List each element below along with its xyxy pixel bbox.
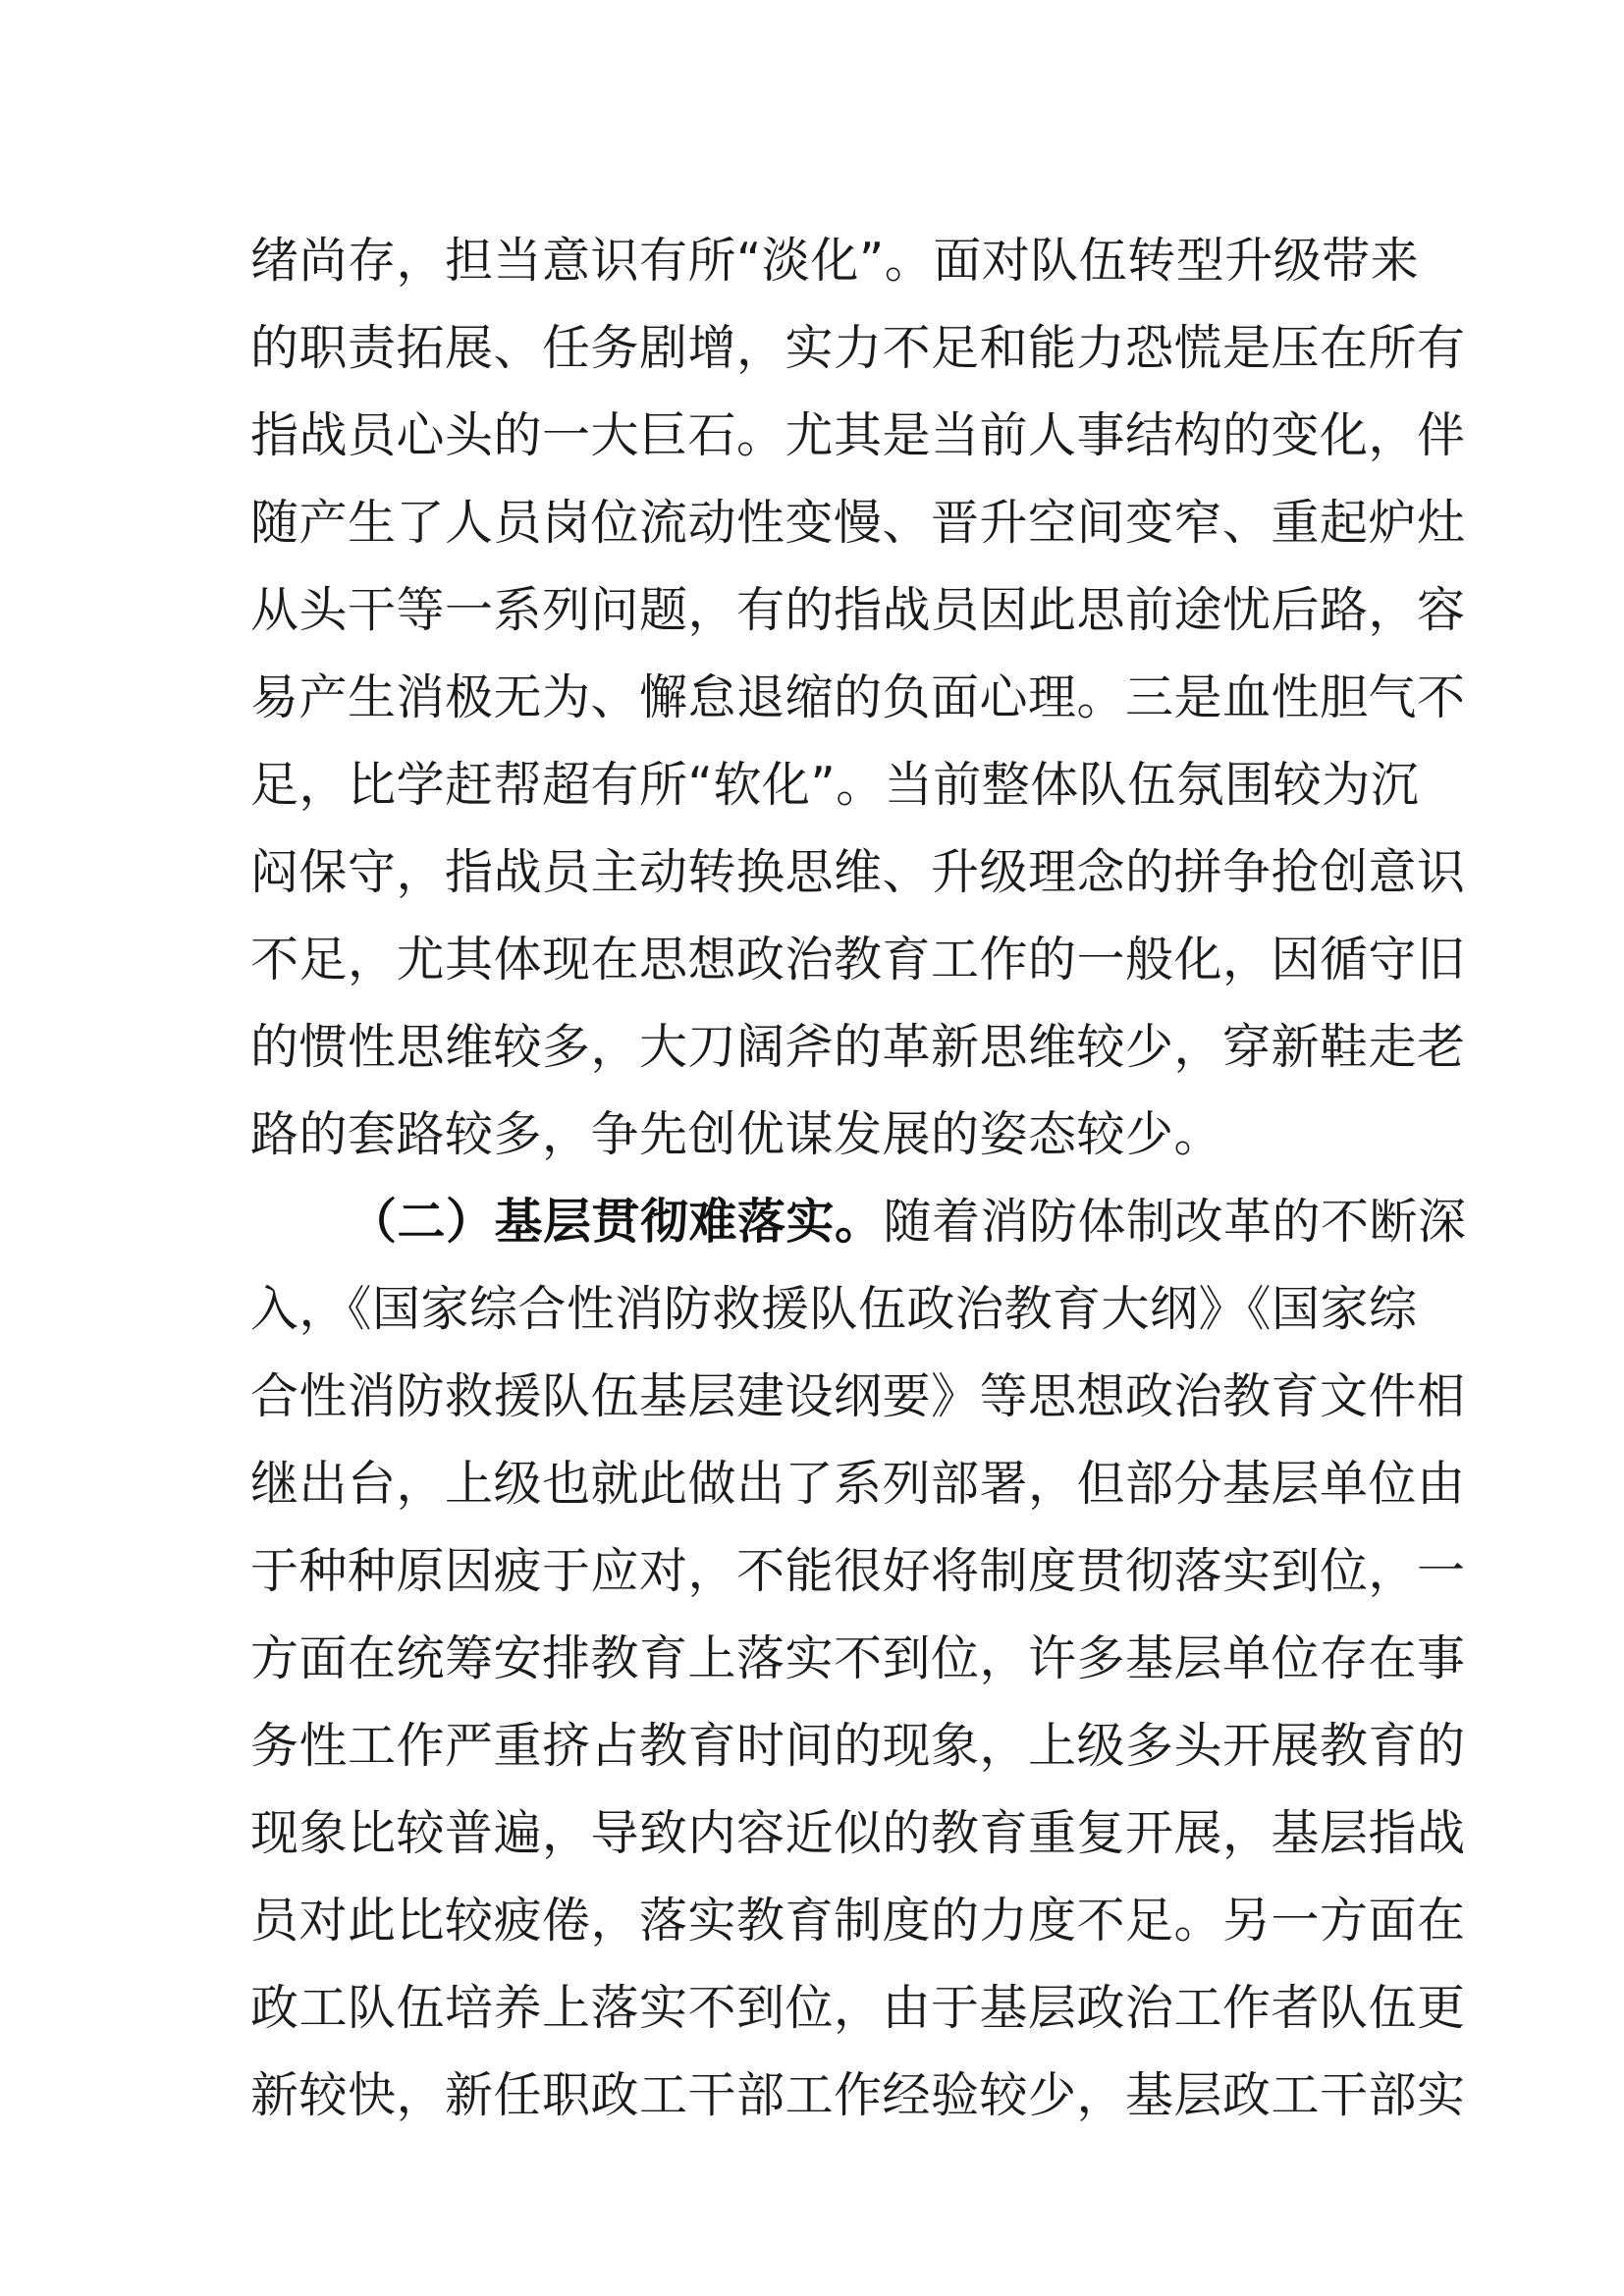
paragraph-line: 随产生了人员岗位流动性变慢、晋升空间变窄、重起炉灶 — [250, 495, 1466, 551]
section-line: 方面在统筹安排教育上落实不到位，许多基层单位存在事 — [250, 1630, 1466, 1686]
section-line: 合性消防救援队伍基层建设纲要》等思想政治教育文件相 — [250, 1368, 1466, 1424]
paragraph-line: 的惯性思维较多，大刀阔斧的革新思维较少，穿新鞋走老 — [250, 1019, 1466, 1075]
paragraph-line: 路的套路较多，争先创优谋发展的姿态较少。 — [250, 1106, 1223, 1162]
paragraph-line: 不足，尤其体现在思想政治教育工作的一般化，因循守旧 — [250, 932, 1466, 988]
section-line: 继出台，上级也就此做出了系列部署，但部分基层单位由 — [250, 1456, 1466, 1512]
paragraph-line: 足，比学赶帮超有所“软化”。当前整体队伍氛围较为沉 — [250, 757, 1420, 813]
section-line: 新较快，新任职政工干部工作经验较少，基层政工干部实 — [250, 2067, 1466, 2123]
section-first-line — [349, 1193, 1467, 1252]
section-line: 务性工作严重挤占教育时间的现象，上级多头开展教育的 — [250, 1718, 1466, 1774]
section-line: 现象比较普遍，导致内容近似的教育重复开展，基层指战 — [250, 1805, 1466, 1861]
paragraph-line: 闷保守，指战员主动转换思维、升级理念的拼争抢创意识 — [250, 844, 1466, 900]
paragraph-line: 绪尚存，担当意识有所“淡化”。面对队伍转型升级带来 — [250, 233, 1420, 289]
section-line: 政工队伍培养上落实不到位，由于基层政治工作者队伍更 — [250, 1980, 1466, 2036]
paragraph-line: 从头干等一系列问题，有的指战员因此思前途忧后路，容 — [250, 582, 1466, 638]
paragraph-line: 指战员心头的一大巨石。尤其是当前人事结构的变化，伴 — [250, 407, 1466, 463]
section-line: 入，《国家综合性消防救援队伍政治教育大纲》《国家综 — [250, 1281, 1418, 1337]
section-line: 员对此比较疲倦，落实教育制度的力度不足。另一方面在 — [250, 1893, 1466, 1949]
section-first-line-text: 随着消防体制改革的不断深 — [883, 1194, 1467, 1250]
paragraph-line: 易产生消极无为、懈怠退缩的负面心理。三是血性胆气不 — [250, 669, 1466, 725]
section-line: 于种种原因疲于应对，不能很好将制度贯彻落实到位，一 — [250, 1543, 1466, 1599]
paragraph-line: 的职责拓展、任务剧增，实力不足和能力恐慌是压在所有 — [250, 320, 1466, 376]
section-heading: （二）基层贯彻难落实。 — [349, 1194, 884, 1250]
